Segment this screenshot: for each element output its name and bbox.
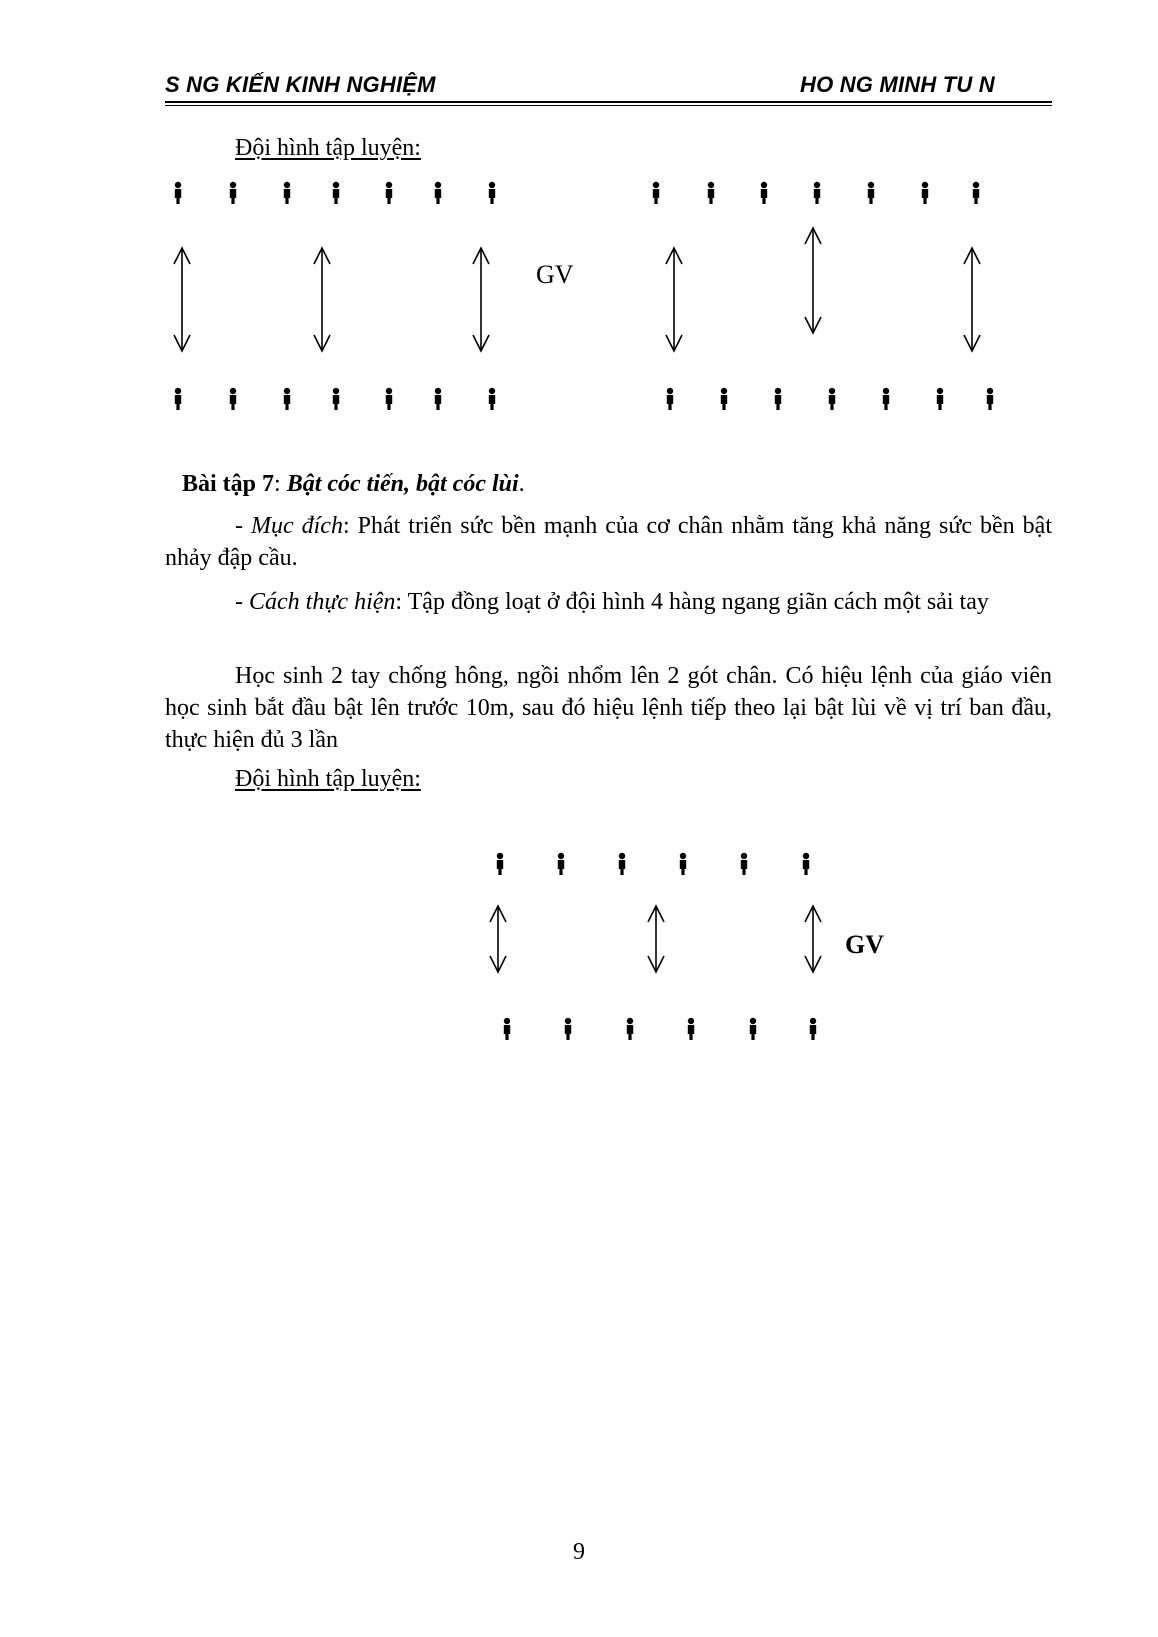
- double-arrow-icon: [805, 906, 821, 972]
- person-icon: [435, 388, 441, 410]
- person-icon: [883, 388, 889, 410]
- person-icon: [333, 182, 339, 204]
- person-icon: [775, 388, 781, 410]
- person-icon: [973, 182, 979, 204]
- double-arrow-icon: [805, 228, 821, 333]
- teacher-label-1: GV: [536, 260, 574, 289]
- formation-label-2: Đội hình tập luyện:: [235, 766, 421, 792]
- double-arrow-icon: [666, 248, 682, 351]
- header-left: S NG KIẾN KINH NGHIỆM: [165, 72, 436, 97]
- double-arrow-icon: [473, 248, 489, 351]
- purpose-text: : Phát triển sức bền mạnh của cơ chân nhằm tăng khả năng sức bền bật nhảy đập cầu.: [165, 513, 1052, 571]
- person-icon: [175, 182, 181, 204]
- exercise-title-sep: :: [274, 471, 287, 497]
- person-icon: [230, 182, 236, 204]
- double-arrow-icon: [648, 906, 664, 972]
- person-icon: [829, 388, 835, 410]
- person-icon: [619, 853, 625, 875]
- person-icon: [868, 182, 874, 204]
- person-icon: [803, 853, 809, 875]
- person-icon: [937, 388, 943, 410]
- person-icon: [922, 182, 928, 204]
- exercise-title: [182, 468, 525, 500]
- description-paragraph: Học sinh 2 tay chống hông, ngồi nhổm lên 2 gót chân. Có hiệu lệnh của giáo viên học sinh bắt đầu bật lên trước 10m, sau đó hiệu lệnh tiếp theo lại bật lùi về vị trí ban đầu, thực hiện đủ 3 lần: [165, 663, 1052, 753]
- purpose-label: - Mục đích: [235, 513, 343, 539]
- person-icon: [721, 388, 727, 410]
- double-arrow-icon: [314, 248, 330, 351]
- person-icon: [708, 182, 714, 204]
- person-icon: [284, 182, 290, 204]
- double-arrow-icon: [174, 248, 190, 351]
- person-icon: [489, 388, 495, 410]
- person-icon: [386, 388, 392, 410]
- method-text: : Tập đồng loạt ở đội hình 4 hàng ngang giãn cách một sải tay: [395, 589, 989, 615]
- person-icon: [750, 1018, 756, 1040]
- person-icon: [810, 1018, 816, 1040]
- person-icon: [489, 182, 495, 204]
- person-icon: [814, 182, 820, 204]
- person-icon: [386, 182, 392, 204]
- teacher-label-2: GV: [845, 930, 884, 959]
- formation-label-1: Đội hình tập luyện:: [235, 135, 421, 161]
- person-icon: [627, 1018, 633, 1040]
- person-icon: [504, 1018, 510, 1040]
- person-icon: [565, 1018, 571, 1040]
- person-icon: [667, 388, 673, 410]
- person-icon: [333, 388, 339, 410]
- person-icon: [688, 1018, 694, 1040]
- exercise-name: Bật cóc tiến, bật cóc lùi: [286, 471, 519, 497]
- person-icon: [653, 182, 659, 204]
- double-arrow-icon: [964, 248, 980, 351]
- method-paragraph: [165, 586, 1052, 618]
- exercise-number: Bài tập 7: [182, 471, 275, 497]
- person-icon: [175, 388, 181, 410]
- method-label: - Cách thực hiện: [235, 589, 396, 615]
- person-icon: [497, 853, 503, 875]
- person-icon: [761, 182, 767, 204]
- page-number: 9: [573, 1539, 585, 1565]
- person-icon: [741, 853, 747, 875]
- double-arrow-icon: [490, 906, 506, 972]
- exercise-title-end: .: [518, 471, 525, 497]
- person-icon: [558, 853, 564, 875]
- person-icon: [230, 388, 236, 410]
- purpose-paragraph: [165, 510, 1052, 574]
- person-icon: [680, 853, 686, 875]
- person-icon: [435, 182, 441, 204]
- header-right: HO NG MINH TU N: [800, 72, 995, 97]
- person-icon: [987, 388, 993, 410]
- person-icon: [284, 388, 290, 410]
